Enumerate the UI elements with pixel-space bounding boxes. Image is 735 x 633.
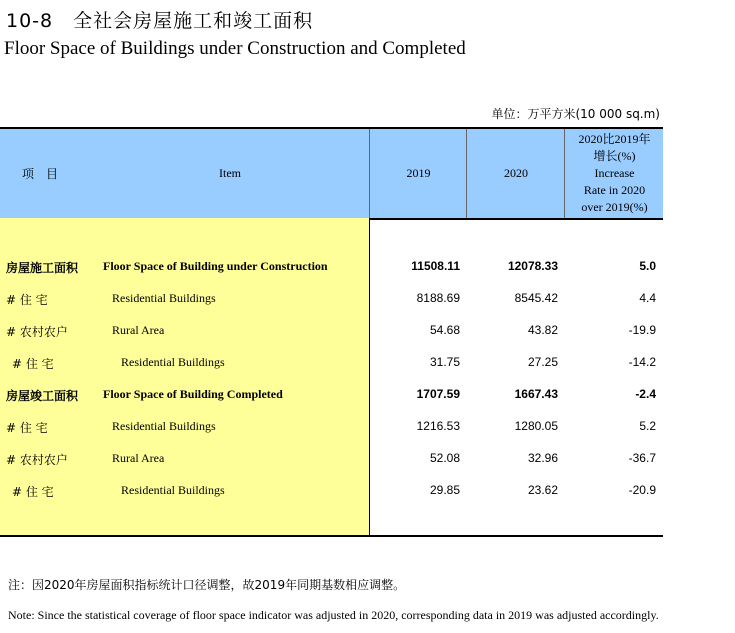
- row-label-cn: # 住 宅: [6, 293, 48, 307]
- value-increase: 5.2: [639, 419, 656, 433]
- value-increase: -14.2: [628, 355, 656, 369]
- header-2020: 2020: [466, 129, 565, 218]
- value-increase: -20.9: [628, 483, 656, 497]
- header-increase-line3: Increase: [594, 166, 635, 180]
- value-2019: 1216.53: [416, 419, 460, 433]
- value-2020: 23.62: [527, 483, 558, 497]
- table-row: [0, 289, 663, 309]
- row-label-en: Rural Area: [112, 451, 165, 465]
- page-title-cn: 10-8 全社会房屋施工和竣工面积: [6, 10, 314, 32]
- value-2019: 11508.11: [411, 259, 460, 273]
- table-row: [0, 353, 663, 373]
- value-2019: 31.75: [429, 355, 460, 369]
- table-row: [0, 257, 663, 277]
- footnote-en: Note: Since the statistical coverage of floor space indicator was adjusted in 2020, corresponding data in 2019 was adjusted accordingly.: [8, 608, 659, 622]
- value-2020: 1280.05: [514, 419, 558, 433]
- value-increase: -2.4: [635, 387, 656, 401]
- row-label-en: Rural Area: [112, 323, 165, 337]
- row-label-en: Floor Space of Building Completed: [103, 387, 283, 401]
- table-row: [0, 449, 663, 469]
- value-2020: 12078.33: [507, 259, 558, 273]
- row-label-cn: # 住 宅: [12, 485, 54, 499]
- value-2020: 43.82: [527, 323, 558, 337]
- header-increase-line4: Rate in 2020: [583, 183, 646, 197]
- row-label-cn: # 农村农户: [6, 325, 68, 339]
- row-label-cn: 房屋竣工面积: [6, 389, 79, 403]
- value-2019: 54.68: [429, 323, 460, 337]
- value-increase: -36.7: [628, 451, 656, 465]
- value-increase: 5.0: [639, 259, 656, 273]
- row-label-cn: # 农村农户: [6, 453, 68, 467]
- value-2020: 32.96: [527, 451, 558, 465]
- table-row: [0, 321, 663, 341]
- row-label-cn: 房屋施工面积: [6, 261, 79, 275]
- value-2020: 1667.43: [514, 387, 558, 401]
- table-header: [0, 127, 663, 220]
- value-2019: 1707.59: [416, 387, 460, 401]
- header-2019: 2019: [369, 129, 467, 218]
- header-increase-line1: 2020比2019年: [578, 132, 651, 146]
- value-2019: 52.08: [429, 451, 460, 465]
- value-2020: 8545.42: [514, 291, 558, 305]
- header-increase-line2: 增长(%): [593, 149, 636, 163]
- table-row: [0, 481, 663, 501]
- row-label-en: Residential Buildings: [112, 291, 216, 305]
- table-row: [0, 417, 663, 437]
- table-row: [0, 385, 663, 405]
- header-increase: [564, 129, 664, 218]
- header-increase-line5: over 2019(%): [581, 200, 648, 214]
- header-item-en: Item: [219, 166, 241, 180]
- value-increase: -19.9: [628, 323, 656, 337]
- row-label-en: Residential Buildings: [121, 355, 225, 369]
- value-increase: 4.4: [639, 291, 656, 305]
- row-label-cn: # 住 宅: [12, 357, 54, 371]
- row-label-en: Residential Buildings: [112, 419, 216, 433]
- value-2019: 29.85: [429, 483, 460, 497]
- row-label-en: Residential Buildings: [121, 483, 225, 497]
- footnote-cn: 注：因2020年房屋面积指标统计口径调整，故2019年同期基数相应调整。: [8, 578, 406, 592]
- page-title-en: Floor Space of Buildings under Construction and Completed: [4, 38, 466, 59]
- row-label-cn: # 住 宅: [6, 421, 48, 435]
- unit-label: 单位：万平方米(10 000 sq.m): [491, 107, 660, 121]
- header-item-cn: 项 目: [21, 167, 58, 181]
- table-bottom-rule: [0, 535, 663, 537]
- value-2020: 27.25: [527, 355, 558, 369]
- row-label-en: Floor Space of Building under Construction: [103, 259, 328, 273]
- value-2019: 8188.69: [416, 291, 460, 305]
